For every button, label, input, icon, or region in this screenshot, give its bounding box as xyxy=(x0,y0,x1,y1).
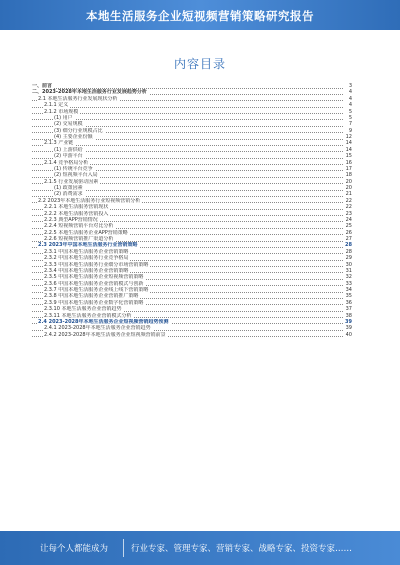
toc-entry-page: 32 xyxy=(345,274,352,281)
toc-entry-label: 2.3.2 中国本地生活服务行业竞争格局 xyxy=(44,255,129,262)
header-banner xyxy=(0,0,400,30)
toc-entry-page: 28 xyxy=(345,242,352,249)
toc-entry-page: 37 xyxy=(345,306,352,313)
toc-entry-page: 20 xyxy=(345,185,352,191)
toc-entry-label: (1) 上游供给 xyxy=(54,146,83,153)
toc-entry-page: 4 xyxy=(348,89,352,96)
footer-banner xyxy=(0,531,400,565)
toc-entry-label: 2.2.3 典型APP营销情况 xyxy=(44,216,98,223)
toc-entry-label: 二、2023-2028年本地生活服务行业发展趋势分析 xyxy=(32,89,147,96)
toc-entry-page: 36 xyxy=(345,299,352,306)
toc-entry-page: 31 xyxy=(345,267,352,274)
toc-entry-label: 2.1.3 产业链 xyxy=(44,140,74,147)
toc-entry[interactable] xyxy=(32,332,352,338)
toc-entry-label: 2.2.1 本地生活服务营销现状 xyxy=(44,204,109,211)
toc-entry-page: 29 xyxy=(345,255,352,262)
toc-entry-label: (2) 交易规模 xyxy=(54,121,83,128)
toc-leader-dots xyxy=(32,115,343,121)
toc-entry-label: (2) 消费需求 xyxy=(54,191,83,198)
footer-slogan: 让每个人都能成为 xyxy=(40,544,109,554)
toc-entry-page: 22 xyxy=(345,204,352,211)
toc-entry-label: 2.3.11 本地生活服务企业营销模式分析 xyxy=(44,312,132,319)
toc-entry-page: 16 xyxy=(345,159,352,166)
toc-entry-page: 14 xyxy=(345,140,352,147)
toc-entry-label: 2.2.4 短视频营销平台对比分析 xyxy=(44,223,114,230)
toc-entry-page: 35 xyxy=(345,293,352,300)
toc-entry-label: 2.3.10 本地生活服务企业营销趋势 xyxy=(44,306,122,313)
toc-entry-label: 2.3 2023年中国本地生活服务行业营销策略 xyxy=(38,242,138,249)
toc-entry-label: (3) 细分行业规模占比 xyxy=(54,127,103,134)
toc-entry-label: 2.4.1 2023-2028年本地生活服务企业营销趋势 xyxy=(44,325,151,332)
toc-title: 内容目录 xyxy=(173,57,226,71)
toc-entry-page: 17 xyxy=(345,165,352,172)
toc-entry-label: 2.3.8 中国本地生活服务企业营销推广策略 xyxy=(44,293,139,300)
toc-entry-label: 2.1.2 市场规模 xyxy=(44,108,79,115)
toc-entry-page: 39 xyxy=(345,318,352,325)
toc-entry-page: 22 xyxy=(345,197,352,204)
toc-entry-label: 2.1.1 定义 xyxy=(44,102,69,109)
toc-entry-label: 2.3.1 中国本地生活服务企业营销策略 xyxy=(44,248,129,255)
toc-entry-label: 2.3.6 中国本地生活服务企业营销模式与创新 xyxy=(44,280,144,287)
toc-entry-page: 9 xyxy=(348,127,352,134)
toc-entry-page: 18 xyxy=(345,172,352,179)
toc-entry-page: 30 xyxy=(345,261,352,268)
footer-expert-list: 行业专家、管理专家、营销专家、战略专家、投资专家…… xyxy=(131,544,353,554)
toc-entry-label: 一、前言 xyxy=(32,83,53,89)
toc-entry-page: 23 xyxy=(345,210,352,217)
toc-entry-page: 14 xyxy=(345,146,352,153)
toc-entry-page: 15 xyxy=(345,153,352,160)
toc-entry-label: (4) 主要企业份额 xyxy=(54,134,93,140)
toc-entry-label: 2.3.4 中国本地生活服务企业营销策略 xyxy=(44,267,129,274)
toc-entry-page: 40 xyxy=(345,331,352,338)
toc-entry-page: 5 xyxy=(348,108,352,115)
toc-entry-label: 2.1 本地生活服务行业发展现状分析 xyxy=(38,95,118,102)
toc-entry-label: 2.4 2023-2028年本地生活服务企业短视频营销趋势预测 xyxy=(38,318,169,325)
toc-entry-label: 2.3.5 中国本地生活服务企业短视频营销策略 xyxy=(44,274,144,281)
toc-entry-page: 24 xyxy=(345,216,352,223)
toc-entry-page: 5 xyxy=(348,114,352,121)
toc-entry-page: 27 xyxy=(345,236,352,242)
toc-entry-page: 38 xyxy=(345,312,352,319)
toc-entry-page: 20 xyxy=(345,178,352,185)
toc-entry-label: 2.3.3 中国本地生活服务行业细分市场营销策略 xyxy=(44,261,149,268)
toc-leader-dots xyxy=(32,102,343,108)
toc-entry-page: 4 xyxy=(348,95,352,102)
report-title: 本地生活服务企业短视频营销策略研究报告 xyxy=(86,9,314,23)
toc-entry-label: 2.2.2 本地生活服务营销投入 xyxy=(44,210,109,217)
toc-entry-page: 28 xyxy=(345,248,352,255)
toc-entry-label: 2.1.4 竞争格局分析 xyxy=(44,159,89,166)
toc-entry-label: 2.3.9 中国本地生活服务企业数字化营销策略 xyxy=(44,299,144,306)
toc-entry-label: (1) 用户 xyxy=(54,114,73,121)
toc-entry-page: 12 xyxy=(345,134,352,140)
toc-entry-page: 3 xyxy=(348,83,352,89)
footer-divider xyxy=(123,539,124,557)
toc-entry-page: 7 xyxy=(348,121,352,128)
toc-entry-page: 4 xyxy=(348,102,352,109)
toc-entry-label: 2.2 2023年本地生活服务行业短视频营销分析 xyxy=(38,197,141,204)
toc-entry-page: 26 xyxy=(345,229,352,236)
toc-entry-label: 2.3.7 中国本地生活服务企业线上线下营销策略 xyxy=(44,287,149,293)
toc-entry-label: (1) 政策因素 xyxy=(54,185,83,191)
toc-entry-label: (1) 传统平台竞争 xyxy=(54,165,93,172)
toc-entry-label: 2.4.2 2023-2028年本地生活服务企业短视频营销前景 xyxy=(44,331,166,338)
toc-entry-page: 25 xyxy=(345,223,352,230)
toc-entry-label: (2) 短视频平台入局 xyxy=(54,172,98,179)
toc-leader-dots xyxy=(32,83,343,89)
toc-entry-page: 34 xyxy=(345,287,352,293)
toc-entry-page: 39 xyxy=(345,325,352,332)
toc-entry-label: 2.2.6 短视频营销推广渠道分析 xyxy=(44,236,114,242)
table-of-contents xyxy=(32,83,352,338)
toc-entry-label: (2) 中游平台 xyxy=(54,153,83,160)
toc-entry-label: 2.1.5 行业发展驱动因素 xyxy=(44,178,99,185)
toc-entry-page: 21 xyxy=(345,191,352,198)
toc-leader-dots xyxy=(32,140,343,146)
toc-entry-page: 33 xyxy=(345,280,352,287)
toc-entry-label: 2.2.5 本地生活服务企业APP营销策略 xyxy=(44,229,128,236)
